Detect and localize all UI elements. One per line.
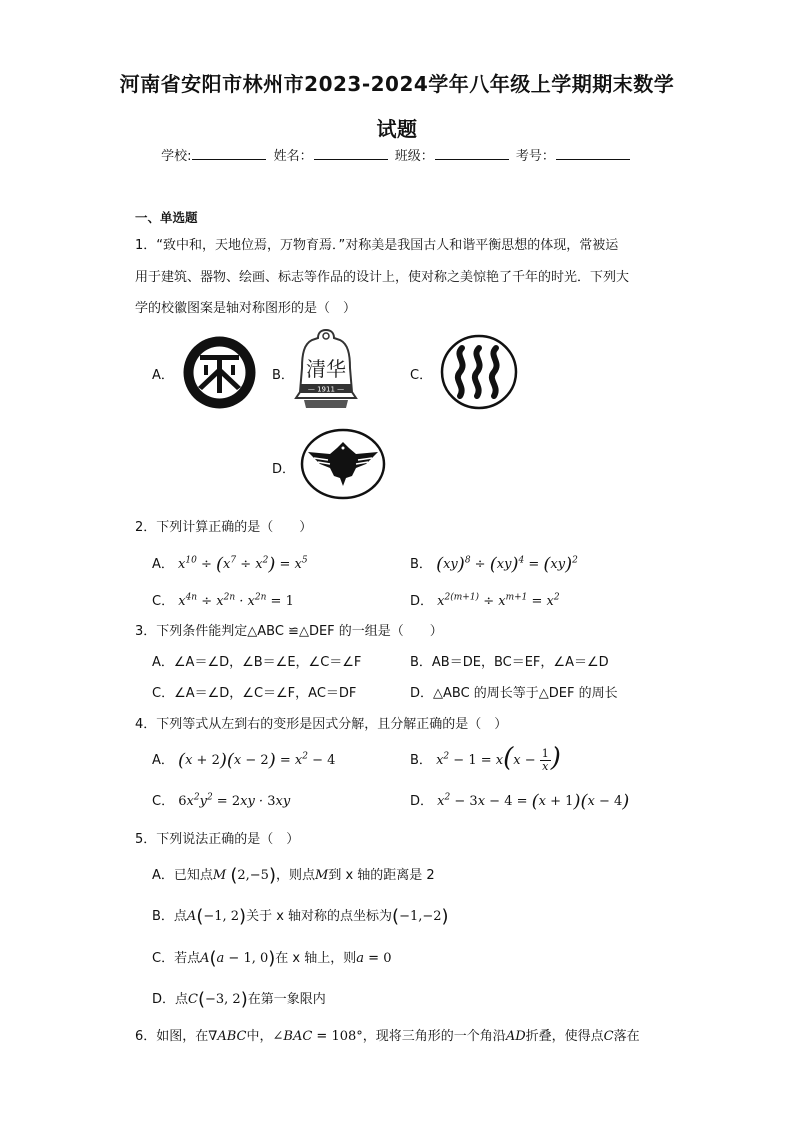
q5-b-text-2: 关于 x 轴对称的点坐标为	[246, 909, 393, 924]
q1-option-d-label: D．	[272, 462, 296, 477]
q2-d-label: D．	[410, 594, 434, 609]
q1-option-c-emblem	[440, 334, 518, 410]
exam-number-label: 考号：	[515, 149, 555, 164]
q2-option-a[interactable]: A． $x^{10} \div (x^7 \div x^2) = x^5$	[152, 554, 308, 575]
q1-option-a-label: A．	[152, 368, 174, 383]
q3-option-c[interactable]: C．∠A＝∠D，∠C＝∠F，AC＝DF	[152, 686, 357, 701]
page-title: 河南省安阳市林州市2023-2024学年八年级上学期期末数学	[119, 72, 675, 96]
q3-option-b[interactable]: B．AB＝DE，BC＝EF，∠A＝∠D	[410, 655, 609, 670]
exam-number-blank[interactable]	[556, 147, 630, 160]
school-blank[interactable]	[192, 147, 266, 160]
q2-b-label: B．	[410, 557, 432, 572]
q5-option-c[interactable]: C．若点A(a − 1, 0)在 x 轴上，则a = 0	[152, 948, 392, 969]
q5-c-text: C．若点	[152, 951, 201, 966]
q5-option-d[interactable]: D．点C(−3, 2)在第一象限内	[152, 989, 326, 1010]
class-blank[interactable]	[435, 147, 509, 160]
q2-option-c[interactable]: C． $x^{4n} \div x^{2n} \cdot x^{2n} = 1$	[152, 592, 294, 609]
q4-option-d[interactable]: D． $x^2 - 3x - 4 = (x + 1)(x - 4)$	[410, 791, 630, 812]
q5-c-text-2: 在 x 轴上，则	[275, 951, 357, 966]
q2-option-d[interactable]: D． $x^{2(m+1)} \div x^{m+1} = x^2$	[410, 592, 560, 609]
q2-stem: 2．下列计算正确的是（ ）	[135, 520, 313, 535]
q6-stem: 6．如图，在∇ABC中，∠BAC = 108°，现将三角形的一个角沿AD折叠，使得点C落在	[135, 1029, 640, 1044]
name-blank[interactable]	[314, 147, 388, 160]
q4-c-label: C．	[152, 794, 175, 809]
q2-c-label: C．	[152, 594, 175, 609]
q2-a-label: A．	[152, 557, 174, 572]
q5-a-text: A．已知点	[152, 868, 213, 883]
q1-option-b-emblem	[294, 328, 358, 412]
q1-b-emblem-year: — 1911 —	[307, 385, 345, 394]
q4-option-a[interactable]: A． $(x + 2)(x - 2) = x^2 - 4$	[152, 750, 336, 771]
q6-text-3: ，现将三角形的一个角沿	[362, 1029, 506, 1044]
q4-d-label: D．	[410, 794, 434, 809]
q4-option-b[interactable]: B． $x^2 - 1 = x(x$ − $\frac{1}{x}$ )	[410, 743, 561, 773]
q6-text-1: 6．如图，在	[135, 1029, 209, 1044]
q1-line1: 1．“致中和，天地位焉，万物育焉．”对称美是我国古人和谐平衡思想的体现，常被运	[135, 238, 619, 253]
school-label: 学校:	[161, 149, 192, 164]
q1-option-d-emblem	[300, 428, 386, 500]
q4-b-label: B．	[410, 753, 432, 768]
class-label: 班级：	[394, 149, 434, 164]
q6-text-5: 落在	[613, 1029, 640, 1044]
q1-option-b-label: B．	[272, 368, 294, 383]
q1-b-emblem-text: 清华	[306, 357, 346, 381]
page-title-line2: 试题	[376, 117, 418, 141]
q4-a-label: A．	[152, 753, 174, 768]
q5-option-a[interactable]: A．已知点M (2,−5)，则点M到 x 轴的距离是 2	[152, 865, 435, 886]
q1-line3: 学的校徽图案是轴对称图形的是（ ）	[135, 301, 357, 316]
q2-option-b[interactable]: B． (xy)$^8$ ÷ (xy)$^4$ = (xy)$^2$	[410, 554, 578, 575]
q1-option-a-emblem	[182, 335, 257, 410]
q3-option-d[interactable]: D．△ABC 的周长等于△DEF 的周长	[410, 686, 618, 701]
student-info-row	[0, 145, 794, 164]
section-heading: 一、单选题	[135, 210, 198, 225]
q5-b-text: B．点	[152, 909, 187, 924]
q5-option-b[interactable]: B．点A(−1, 2)关于 x 轴对称的点坐标为(−1,−2)	[152, 906, 449, 927]
name-label: 姓名：	[273, 149, 313, 164]
q6-text-2: 中，	[246, 1029, 273, 1044]
q5-a-text-2: ，则点	[276, 868, 316, 883]
q5-stem: 5．下列说法正确的是（ ）	[135, 832, 300, 847]
q1-option-c-label: C．	[410, 368, 433, 383]
q4-stem: 4．下列等式从左到右的变形是因式分解，且分解正确的是（ ）	[135, 717, 508, 732]
q3-stem: 3．下列条件能判定△ABC ≌△DEF 的一组是（ ）	[135, 624, 443, 639]
q5-d-text-2: 在第一象限内	[247, 992, 326, 1007]
q3-option-a[interactable]: A．∠A＝∠D，∠B＝∠E，∠C＝∠F	[152, 655, 362, 670]
q5-d-text: D．点	[152, 992, 189, 1007]
q1-line2: 用于建筑、器物、绘画、标志等作品的设计上，使对称之美惊艳了千年的时光．下列大	[135, 270, 630, 285]
q5-a-text-3: 到 x 轴的距离是 2	[328, 868, 435, 883]
q6-text-4: 折叠，使得点	[525, 1029, 604, 1044]
q4-option-c[interactable]: C． $6x^2y^2 = 2xy \cdot 3xy$	[152, 792, 291, 809]
